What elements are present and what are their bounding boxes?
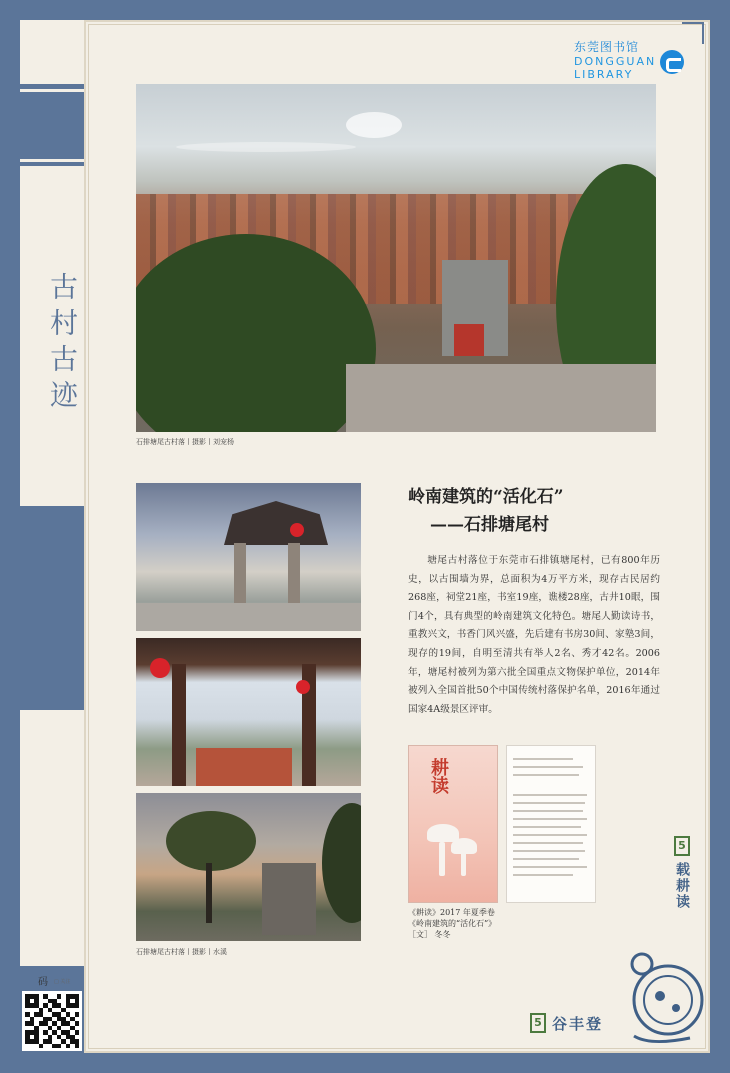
side-brand-text: 载耕读 <box>674 862 690 910</box>
logo-name-en-2: LIBRARY <box>574 68 634 81</box>
page-text-line <box>513 834 587 836</box>
qr-code-pattern <box>25 994 79 1048</box>
article-headline: 岭南建筑的“活化石” <box>408 487 564 507</box>
village-aerial-photo <box>136 84 656 432</box>
logo-name-en-1: DONGGUAN <box>574 55 657 68</box>
library-logo <box>574 38 694 81</box>
main-photo-caption: 石排塘尾古村落丨摄影丨刘宠杨 <box>136 438 234 446</box>
magazine-caption <box>408 907 496 940</box>
page-text-line <box>513 818 587 820</box>
page-text-line <box>513 794 587 796</box>
qr-label: 码 <box>38 977 48 988</box>
magazine-inner-page <box>506 745 596 903</box>
strip-divider-1 <box>20 89 84 92</box>
tree-trunk <box>206 863 212 923</box>
article-subhead: ——石排塘尾村 <box>430 515 549 535</box>
sunset-gate-photo <box>136 793 361 941</box>
magazine-caption-line1: 《耕读》2017 年夏季卷 <box>408 908 495 917</box>
library-logo-icon <box>660 50 684 74</box>
page-text-line <box>513 850 585 852</box>
page-text-line <box>513 774 579 776</box>
bottom-photo-caption: 石排塘尾古村落丨摄影丨水溪 <box>136 948 227 956</box>
page-text-line <box>513 866 587 868</box>
page-text-line <box>513 758 573 760</box>
strip-panel-top <box>20 20 84 84</box>
bottom-brand-text: 谷丰登 <box>552 1015 604 1033</box>
photo-cloud <box>346 112 402 138</box>
photo-gate-door <box>454 324 484 356</box>
corridor-floor <box>196 748 292 786</box>
page-text-line <box>513 842 583 844</box>
memorial-arch-photo <box>136 483 361 631</box>
qr-subtext: □ 关注 <box>54 979 71 985</box>
magazine-cover <box>408 745 498 903</box>
rat-papercut-icon <box>620 938 712 1048</box>
bottom-brand-badge: 5 <box>530 1013 546 1033</box>
section-title: 古村古迹 <box>46 272 79 416</box>
magazine-caption-line2: 《岭南建筑的“活化石”》 <box>408 919 497 928</box>
sunset-gate <box>262 863 316 935</box>
side-brand-badge: 5 <box>674 836 690 856</box>
page-text-line <box>513 802 585 804</box>
red-lantern <box>150 658 170 678</box>
strip-divider-2 <box>20 159 84 162</box>
arch-plaza <box>136 603 361 631</box>
logo-name-cn: 东莞图书馆 <box>574 40 640 54</box>
photo-cloud <box>176 142 356 152</box>
arch-post <box>234 543 246 607</box>
page-text-line <box>513 810 583 812</box>
magazine-cover-title: 耕读 <box>428 758 449 794</box>
red-lantern <box>296 680 310 694</box>
corridor-pillar <box>172 664 186 786</box>
corridor-photo <box>136 638 361 786</box>
photo-plaza <box>346 364 656 432</box>
red-lantern <box>290 523 304 537</box>
photo-tree <box>166 811 256 871</box>
strip-panel-bottom <box>20 710 84 966</box>
mushroom-stem <box>439 842 445 876</box>
page-text-line <box>513 826 581 828</box>
page-text-line <box>513 766 583 768</box>
arch-post <box>288 543 300 607</box>
photo-tree <box>322 803 361 923</box>
article-body: 塘尾古村落位于东莞市石排镇塘尾村，已有800年历史，以古围墙为界，总面积为4万平方米，现存古民居约268座，祠堂21座，书室19座，谯楼28座，古井10眼，围门4个，具有典型的岭南建筑文化特色。塘尾人勤读诗书，重教兴文，书香门风兴盛，先后建有书房30间、家塾3间，现存的19间，自明至清共有举人2名、秀才42名。2006年，塘尾村被列为第六批全国重点文物保护单位，2014年被列入全国首批50个中国传统村落保护名单，2016年通过国家4A级景区评审。 <box>408 555 660 715</box>
page-text-line <box>513 874 573 876</box>
qr-code[interactable] <box>22 991 82 1051</box>
arch-roof <box>224 501 328 545</box>
magazine-caption-line3: ［文］ 冬冬 <box>408 930 451 939</box>
page-text-line <box>513 858 579 860</box>
mushroom-stem <box>461 852 466 876</box>
